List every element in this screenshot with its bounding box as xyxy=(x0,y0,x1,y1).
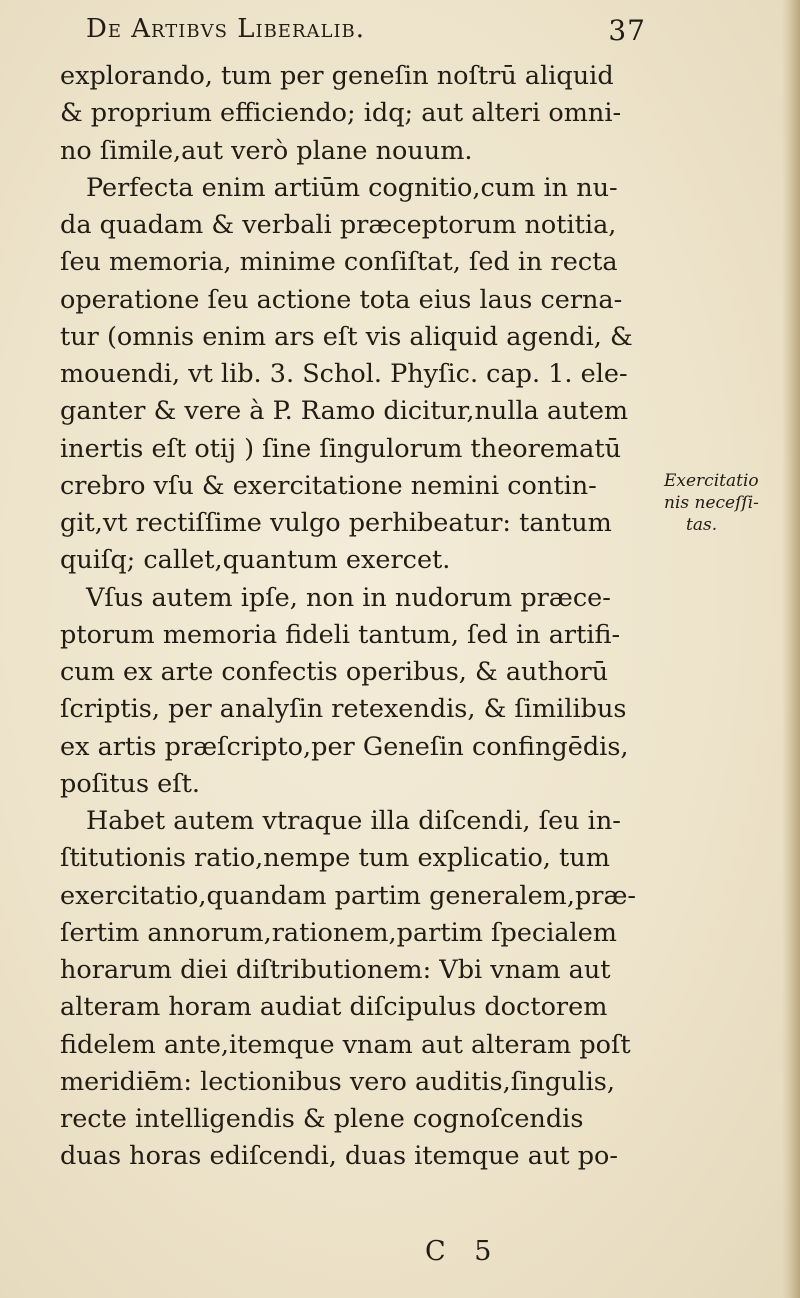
running-title: De Artibvs Liberalib. xyxy=(86,14,366,44)
page-edge-shadow xyxy=(782,0,800,1298)
text-line: da quadam & verbali præceptorum notitia, xyxy=(60,210,617,240)
marginal-note-line: Exercitatio xyxy=(664,471,759,491)
body-text xyxy=(60,58,650,1176)
marginal-note-line: tas. xyxy=(686,515,718,535)
text-line: ptorum memoria fideli tantum, ſed in artifi- xyxy=(60,619,621,650)
text-line: poſitus eſt. xyxy=(60,768,201,799)
signature-mark: C 5 xyxy=(425,1236,502,1267)
text-line: Habet autem vtraque illa diſcendi, ſeu in- xyxy=(86,806,621,836)
text-line: duas horas ediſcendi, duas itemque aut po- xyxy=(60,1141,619,1172)
text-line: operatione ſeu actione tota eius laus cerna- xyxy=(60,284,623,315)
text-line: meridiēm: lectionibus vero auditis,ſingulis, xyxy=(60,1066,615,1097)
marginal-note xyxy=(664,470,789,536)
text-line: ſertim annorum,rationem,partim ſpecialem xyxy=(60,917,617,948)
text-line: recte intelligendis & plene cognoſcendis xyxy=(60,1104,584,1134)
marginal-note-line: nis neceſſi- xyxy=(664,493,759,513)
text-line: mouendi, vt lib. 3. Schol. Phyſic. cap. 1. ele- xyxy=(60,359,628,389)
text-line: cum ex arte confectis operibus, & authorū xyxy=(60,657,609,687)
text-line: horarum diei diſtributionem: Vbi vnam aut xyxy=(60,955,611,985)
text-line: crebro vſu & exercitatione nemini contin- xyxy=(60,470,597,501)
text-line: quiſq; callet,quantum exercet. xyxy=(60,545,451,576)
running-header xyxy=(86,12,646,52)
text-line: ſcriptis, per analyſin retexendis, & ſimilibus xyxy=(60,694,627,725)
text-line: exercitatio,quandam partim generalem,præ- xyxy=(60,880,637,911)
text-line: ex artis præſcripto,per Geneſin confingēdis, xyxy=(60,731,629,762)
text-line: Perfecta enim artiūm cognitio,cum in nu- xyxy=(86,172,618,203)
text-line: inertis eſt otij ) ſine ſingulorum theorematū xyxy=(60,433,621,464)
text-line: fidelem ante,itemque vnam aut alteram poſt xyxy=(60,1029,631,1060)
text-line: git,vt rectiſſime vulgo perhibeatur: tantum xyxy=(60,508,612,538)
page-number: 37 xyxy=(608,14,646,47)
text-line: no ſimile,aut verò plane nouum. xyxy=(60,135,473,166)
text-line: ſtitutionis ratio,nempe tum explicatio, tum xyxy=(60,843,610,874)
text-line: tur (omnis enim ars eſt vis aliquid agendi, & xyxy=(60,321,633,352)
text-line: ganter & vere à P. Ramo dicitur,nulla autem xyxy=(60,396,629,427)
text-line: explorando, tum per geneſin noſtrū aliquid xyxy=(60,61,614,91)
text-line: ſeu memoria, minime conſiſtat, ſed in recta xyxy=(60,247,618,278)
text-line: & proprium efficiendo; idq; aut alteri omni- xyxy=(60,98,622,129)
text-line: Vſus autem ipſe, non in nudorum præce- xyxy=(86,582,611,613)
text-line: alteram horam audiat diſcipulus doctorem xyxy=(60,992,608,1023)
